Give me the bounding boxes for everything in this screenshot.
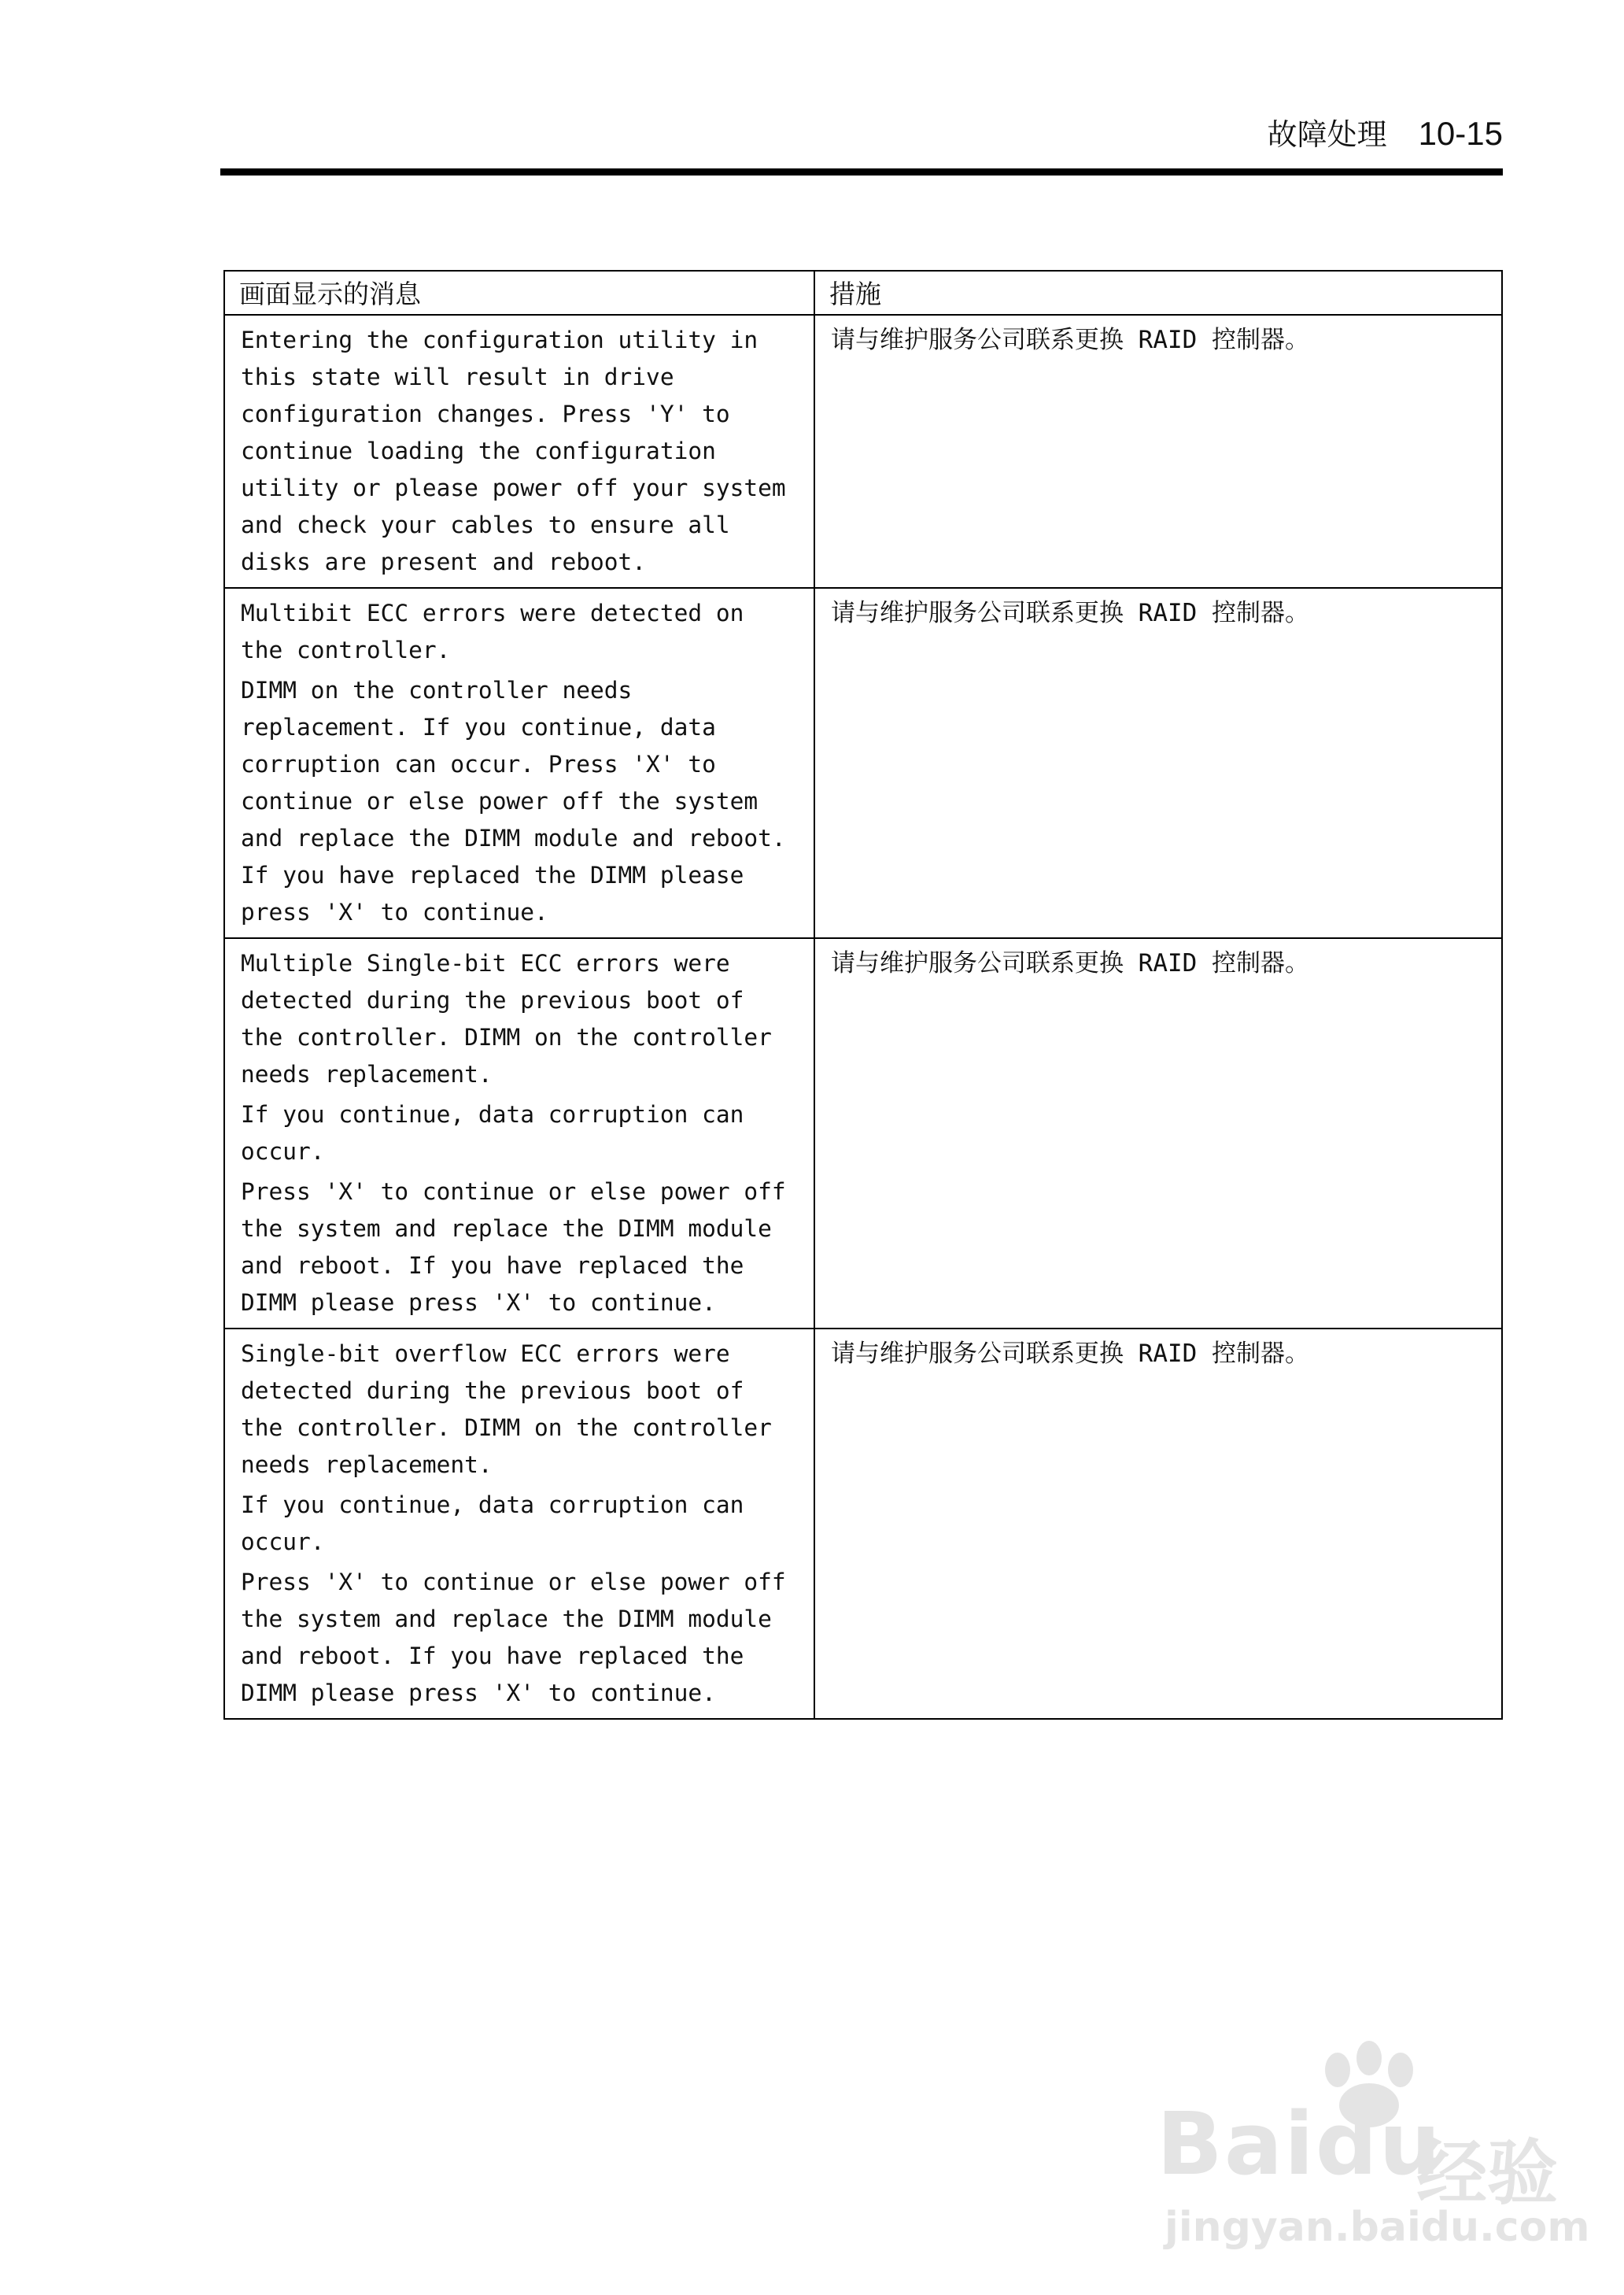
message-action-table [223, 270, 1503, 1720]
message-text: If you continue, data corruption can occur. [241, 1101, 758, 1165]
header-page-number: 10-15 [1418, 115, 1503, 152]
header-section-title: 故障处理 [1267, 117, 1387, 152]
action-cell: 请与维护服务公司联系更换 RAID 控制器。 [814, 1329, 1502, 1719]
action-cell: 请与维护服务公司联系更换 RAID 控制器。 [814, 938, 1502, 1329]
message-text: Single-bit overflow ECC errors were detected during the previous boot of the controller. DIMM on the controller needs replacement. [241, 1340, 786, 1478]
message-text: If you continue, data corruption can occur. [241, 1491, 758, 1555]
message-cell [224, 315, 814, 588]
message-cell [224, 1329, 814, 1719]
message-cell [224, 938, 814, 1329]
message-text: Multibit ECC errors were detected on the controller. [241, 600, 758, 663]
watermark-brand: Baidu [1157, 2094, 1442, 2194]
table-row [224, 588, 1502, 938]
column-header-message: 画面显示的消息 [224, 271, 814, 315]
message-cell [224, 588, 814, 938]
column-header-action: 措施 [814, 271, 1502, 315]
message-text: Press 'X' to continue or else power off the system and replace the DIMM module and reboot. If you have replaced the DIMM please press 'X' to continue. [241, 1569, 800, 1706]
baidu-watermark [1149, 2038, 1590, 2275]
message-text: Entering the configuration utility in this state will result in drive configuration changes. Press 'Y' to continue loading the configuration utility or please power off your system and check your cables to ensure all disks are present and reboot. [241, 327, 800, 575]
table-header-row [224, 271, 1502, 315]
watermark-brand-cn: 经验 [1416, 2132, 1558, 2215]
table-row [224, 938, 1502, 1329]
message-text: Press 'X' to continue or else power off the system and replace the DIMM module and reboot. If you have replaced the DIMM please press 'X' to continue. [241, 1178, 800, 1316]
table-row [224, 315, 1502, 588]
message-text: DIMM on the controller needs replacement. If you continue, data corruption can occur. Press 'X' to continue or else power off the system and replace the DIMM module and reboot. If you have replaced the DIMM please press 'X' to continue. [241, 677, 800, 926]
message-text: Multiple Single-bit ECC errors were detected during the previous boot of the controller. DIMM on the controller needs replacement. [241, 950, 786, 1088]
table-row [224, 1329, 1502, 1719]
watermark-url: jingyan.baidu.com [1164, 2204, 1590, 2251]
page-header [220, 110, 1503, 157]
action-cell: 请与维护服务公司联系更换 RAID 控制器。 [814, 588, 1502, 938]
header-rule [220, 168, 1503, 176]
action-cell: 请与维护服务公司联系更换 RAID 控制器。 [814, 315, 1502, 588]
